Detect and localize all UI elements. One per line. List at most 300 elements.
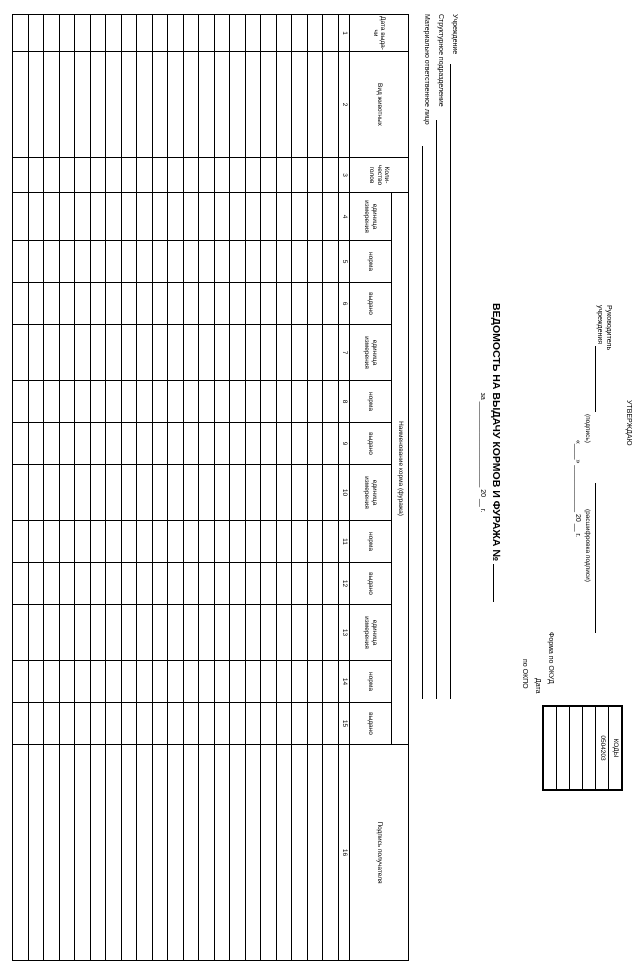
table-cell[interactable] (261, 381, 277, 423)
table-cell[interactable] (261, 283, 277, 325)
table-cell[interactable] (75, 465, 91, 521)
table-cell[interactable] (261, 605, 277, 661)
table-cell[interactable] (184, 465, 200, 521)
table-cell[interactable] (106, 15, 122, 52)
responsible-field[interactable] (422, 146, 423, 699)
table-cell[interactable] (13, 15, 29, 52)
table-cell[interactable] (323, 703, 339, 745)
table-cell[interactable] (29, 521, 45, 563)
table-cell[interactable] (122, 661, 138, 703)
table-cell[interactable] (122, 563, 138, 605)
table-cell[interactable] (29, 241, 45, 283)
table-cell[interactable] (153, 15, 169, 52)
table-cell[interactable] (246, 745, 262, 961)
table-cell[interactable] (137, 605, 153, 661)
table-cell[interactable] (261, 521, 277, 563)
table-cell[interactable] (184, 241, 200, 283)
table-cell[interactable] (215, 661, 231, 703)
table-cell[interactable] (230, 423, 246, 465)
table-cell[interactable] (199, 563, 215, 605)
table-cell[interactable] (215, 521, 231, 563)
table-cell[interactable] (308, 605, 324, 661)
table-cell[interactable] (44, 158, 60, 193)
table-cell[interactable] (122, 521, 138, 563)
table-cell[interactable] (29, 703, 45, 745)
table-cell[interactable] (153, 465, 169, 521)
table-cell[interactable] (137, 563, 153, 605)
table-cell[interactable] (230, 605, 246, 661)
table-cell[interactable] (215, 703, 231, 745)
table-cell[interactable] (277, 605, 293, 661)
table-cell[interactable] (60, 325, 76, 381)
table-cell[interactable] (91, 158, 107, 193)
table-cell[interactable] (122, 325, 138, 381)
table-cell[interactable] (184, 325, 200, 381)
table-cell[interactable] (137, 521, 153, 563)
table-cell[interactable] (106, 193, 122, 241)
table-cell[interactable] (215, 158, 231, 193)
table-cell[interactable] (106, 703, 122, 745)
table-cell[interactable] (230, 325, 246, 381)
table-cell[interactable] (153, 661, 169, 703)
table-cell[interactable] (29, 52, 45, 158)
table-cell[interactable] (29, 661, 45, 703)
table-cell[interactable] (323, 283, 339, 325)
table-cell[interactable] (277, 661, 293, 703)
table-cell[interactable] (277, 241, 293, 283)
table-cell[interactable] (29, 465, 45, 521)
table-cell[interactable] (292, 521, 308, 563)
table-cell[interactable] (277, 325, 293, 381)
table-cell[interactable] (122, 423, 138, 465)
table-cell[interactable] (153, 158, 169, 193)
division-field[interactable] (436, 120, 437, 699)
table-cell[interactable] (215, 52, 231, 158)
table-cell[interactable] (184, 193, 200, 241)
table-cell[interactable] (308, 745, 324, 961)
table-cell[interactable] (246, 465, 262, 521)
table-cell[interactable] (29, 158, 45, 193)
table-cell[interactable] (168, 465, 184, 521)
okpo-code-cell[interactable] (569, 707, 582, 789)
table-cell[interactable] (44, 241, 60, 283)
table-cell[interactable] (168, 381, 184, 423)
table-cell[interactable] (13, 283, 29, 325)
table-cell[interactable] (323, 521, 339, 563)
table-cell[interactable] (323, 423, 339, 465)
table-cell[interactable] (13, 325, 29, 381)
table-cell[interactable] (246, 563, 262, 605)
table-cell[interactable] (261, 745, 277, 961)
table-cell[interactable] (122, 193, 138, 241)
table-cell[interactable] (91, 661, 107, 703)
table-cell[interactable] (292, 15, 308, 52)
table-cell[interactable] (215, 605, 231, 661)
table-cell[interactable] (308, 283, 324, 325)
table-cell[interactable] (292, 745, 308, 961)
table-cell[interactable] (137, 52, 153, 158)
table-cell[interactable] (91, 283, 107, 325)
table-cell[interactable] (168, 661, 184, 703)
table-cell[interactable] (308, 465, 324, 521)
table-cell[interactable] (60, 661, 76, 703)
table-cell[interactable] (29, 283, 45, 325)
table-cell[interactable] (60, 745, 76, 961)
table-cell[interactable] (75, 703, 91, 745)
table-cell[interactable] (292, 52, 308, 158)
table-cell[interactable] (60, 521, 76, 563)
table-cell[interactable] (106, 241, 122, 283)
table-cell[interactable] (44, 325, 60, 381)
table-cell[interactable] (184, 745, 200, 961)
table-cell[interactable] (230, 15, 246, 52)
table-cell[interactable] (246, 158, 262, 193)
table-cell[interactable] (106, 465, 122, 521)
table-cell[interactable] (91, 563, 107, 605)
table-cell[interactable] (261, 423, 277, 465)
table-cell[interactable] (230, 381, 246, 423)
table-cell[interactable] (13, 745, 29, 961)
table-cell[interactable] (137, 745, 153, 961)
table-cell[interactable] (230, 158, 246, 193)
table-cell[interactable] (323, 563, 339, 605)
table-cell[interactable] (122, 52, 138, 158)
table-cell[interactable] (153, 325, 169, 381)
table-cell[interactable] (137, 283, 153, 325)
table-cell[interactable] (91, 745, 107, 961)
table-cell[interactable] (292, 381, 308, 423)
table-cell[interactable] (44, 605, 60, 661)
table-cell[interactable] (323, 745, 339, 961)
table-cell[interactable] (277, 193, 293, 241)
table-cell[interactable] (261, 15, 277, 52)
table-cell[interactable] (277, 745, 293, 961)
table-cell[interactable] (60, 15, 76, 52)
table-cell[interactable] (122, 703, 138, 745)
table-cell[interactable] (91, 193, 107, 241)
table-cell[interactable] (292, 661, 308, 703)
empty-code-cell-2[interactable] (543, 707, 556, 789)
table-cell[interactable] (106, 605, 122, 661)
table-cell[interactable] (75, 52, 91, 158)
table-cell[interactable] (13, 193, 29, 241)
table-cell[interactable] (168, 193, 184, 241)
table-cell[interactable] (199, 521, 215, 563)
table-cell[interactable] (106, 158, 122, 193)
table-cell[interactable] (323, 158, 339, 193)
table-cell[interactable] (106, 661, 122, 703)
table-cell[interactable] (75, 423, 91, 465)
table-cell[interactable] (230, 661, 246, 703)
table-cell[interactable] (246, 325, 262, 381)
table-cell[interactable] (184, 423, 200, 465)
table-cell[interactable] (230, 745, 246, 961)
table-cell[interactable] (184, 381, 200, 423)
table-cell[interactable] (122, 158, 138, 193)
table-cell[interactable] (153, 605, 169, 661)
table-cell[interactable] (184, 52, 200, 158)
table-cell[interactable] (44, 521, 60, 563)
document-period[interactable]: за ______________________ 20 __ г. (479, 392, 486, 513)
table-cell[interactable] (153, 283, 169, 325)
table-cell[interactable] (137, 325, 153, 381)
table-cell[interactable] (91, 381, 107, 423)
table-cell[interactable] (75, 158, 91, 193)
table-cell[interactable] (153, 563, 169, 605)
table-cell[interactable] (230, 52, 246, 158)
table-cell[interactable] (277, 423, 293, 465)
table-cell[interactable] (246, 605, 262, 661)
table-cell[interactable] (308, 381, 324, 423)
table-cell[interactable] (292, 158, 308, 193)
table-cell[interactable] (308, 158, 324, 193)
table-cell[interactable] (13, 381, 29, 423)
table-cell[interactable] (75, 563, 91, 605)
table-cell[interactable] (122, 241, 138, 283)
table-cell[interactable] (323, 52, 339, 158)
table-cell[interactable] (60, 193, 76, 241)
table-cell[interactable] (261, 661, 277, 703)
table-cell[interactable] (44, 703, 60, 745)
table-cell[interactable] (153, 745, 169, 961)
table-cell[interactable] (75, 661, 91, 703)
table-cell[interactable] (137, 661, 153, 703)
table-cell[interactable] (261, 158, 277, 193)
table-cell[interactable] (308, 15, 324, 52)
table-cell[interactable] (91, 703, 107, 745)
table-cell[interactable] (75, 745, 91, 961)
head-decoding-line[interactable] (595, 483, 596, 633)
table-cell[interactable] (215, 745, 231, 961)
table-cell[interactable] (246, 15, 262, 52)
table-cell[interactable] (199, 465, 215, 521)
table-cell[interactable] (261, 465, 277, 521)
document-number-field[interactable] (493, 564, 502, 602)
table-cell[interactable] (308, 563, 324, 605)
table-cell[interactable] (91, 423, 107, 465)
table-cell[interactable] (122, 15, 138, 52)
table-cell[interactable] (230, 241, 246, 283)
table-cell[interactable] (137, 465, 153, 521)
table-cell[interactable] (91, 521, 107, 563)
table-cell[interactable] (29, 381, 45, 423)
empty-code-cell-1[interactable] (556, 707, 569, 789)
table-cell[interactable] (29, 325, 45, 381)
table-cell[interactable] (60, 563, 76, 605)
table-cell[interactable] (199, 158, 215, 193)
table-cell[interactable] (230, 703, 246, 745)
table-cell[interactable] (292, 283, 308, 325)
table-cell[interactable] (199, 283, 215, 325)
table-cell[interactable] (308, 661, 324, 703)
table-cell[interactable] (13, 563, 29, 605)
table-cell[interactable] (29, 423, 45, 465)
table-cell[interactable] (323, 241, 339, 283)
table-cell[interactable] (153, 381, 169, 423)
table-cell[interactable] (215, 283, 231, 325)
table-cell[interactable] (13, 661, 29, 703)
table-cell[interactable] (44, 15, 60, 52)
table-cell[interactable] (137, 193, 153, 241)
table-cell[interactable] (277, 563, 293, 605)
table-cell[interactable] (60, 241, 76, 283)
table-cell[interactable] (91, 241, 107, 283)
table-cell[interactable] (153, 703, 169, 745)
table-cell[interactable] (44, 745, 60, 961)
table-cell[interactable] (184, 563, 200, 605)
table-cell[interactable] (246, 193, 262, 241)
table-cell[interactable] (44, 193, 60, 241)
table-cell[interactable] (122, 283, 138, 325)
table-cell[interactable] (199, 423, 215, 465)
table-cell[interactable] (308, 193, 324, 241)
table-cell[interactable] (168, 605, 184, 661)
table-cell[interactable] (184, 521, 200, 563)
table-cell[interactable] (44, 52, 60, 158)
table-cell[interactable] (215, 423, 231, 465)
table-cell[interactable] (106, 521, 122, 563)
table-cell[interactable] (246, 52, 262, 158)
table-cell[interactable] (246, 703, 262, 745)
table-cell[interactable] (308, 703, 324, 745)
table-cell[interactable] (106, 283, 122, 325)
table-cell[interactable] (168, 52, 184, 158)
table-cell[interactable] (13, 465, 29, 521)
table-cell[interactable] (246, 423, 262, 465)
table-cell[interactable] (292, 703, 308, 745)
table-cell[interactable] (184, 605, 200, 661)
table-cell[interactable] (246, 661, 262, 703)
table-cell[interactable] (153, 193, 169, 241)
table-cell[interactable] (308, 325, 324, 381)
table-cell[interactable] (246, 241, 262, 283)
table-cell[interactable] (230, 193, 246, 241)
table-cell[interactable] (246, 283, 262, 325)
table-cell[interactable] (184, 158, 200, 193)
table-cell[interactable] (91, 325, 107, 381)
date-code-cell[interactable] (582, 707, 595, 789)
table-cell[interactable] (60, 465, 76, 521)
table-cell[interactable] (199, 703, 215, 745)
table-cell[interactable] (277, 283, 293, 325)
table-cell[interactable] (292, 605, 308, 661)
table-cell[interactable] (137, 15, 153, 52)
head-signature-line[interactable] (595, 346, 596, 412)
table-cell[interactable] (91, 605, 107, 661)
table-cell[interactable] (168, 283, 184, 325)
table-cell[interactable] (137, 703, 153, 745)
table-cell[interactable] (75, 283, 91, 325)
table-cell[interactable] (106, 52, 122, 158)
table-cell[interactable] (91, 465, 107, 521)
table-cell[interactable] (168, 158, 184, 193)
table-cell[interactable] (60, 703, 76, 745)
table-cell[interactable] (60, 605, 76, 661)
table-cell[interactable] (75, 605, 91, 661)
table-cell[interactable] (75, 193, 91, 241)
table-cell[interactable] (230, 283, 246, 325)
table-cell[interactable] (215, 563, 231, 605)
table-cell[interactable] (308, 241, 324, 283)
table-cell[interactable] (323, 605, 339, 661)
table-cell[interactable] (29, 563, 45, 605)
table-cell[interactable] (44, 661, 60, 703)
table-cell[interactable] (122, 745, 138, 961)
table-cell[interactable] (184, 15, 200, 52)
table-cell[interactable] (308, 423, 324, 465)
table-cell[interactable] (261, 325, 277, 381)
table-cell[interactable] (106, 325, 122, 381)
institution-field[interactable] (450, 64, 451, 699)
table-cell[interactable] (215, 15, 231, 52)
table-cell[interactable] (292, 241, 308, 283)
table-cell[interactable] (13, 241, 29, 283)
table-cell[interactable] (323, 661, 339, 703)
table-cell[interactable] (137, 381, 153, 423)
table-cell[interactable] (44, 381, 60, 423)
table-cell[interactable] (308, 52, 324, 158)
table-cell[interactable] (13, 605, 29, 661)
table-cell[interactable] (75, 521, 91, 563)
table-cell[interactable] (168, 703, 184, 745)
table-cell[interactable] (13, 703, 29, 745)
table-cell[interactable] (277, 521, 293, 563)
table-cell[interactable] (44, 465, 60, 521)
table-cell[interactable] (29, 193, 45, 241)
table-cell[interactable] (60, 423, 76, 465)
table-cell[interactable] (215, 381, 231, 423)
table-cell[interactable] (199, 381, 215, 423)
table-cell[interactable] (75, 381, 91, 423)
table-cell[interactable] (199, 605, 215, 661)
table-cell[interactable] (199, 745, 215, 961)
table-cell[interactable] (13, 52, 29, 158)
table-cell[interactable] (168, 325, 184, 381)
table-cell[interactable] (168, 15, 184, 52)
table-cell[interactable] (60, 283, 76, 325)
table-cell[interactable] (261, 241, 277, 283)
table-cell[interactable] (75, 325, 91, 381)
table-cell[interactable] (199, 241, 215, 283)
table-cell[interactable] (153, 241, 169, 283)
table-cell[interactable] (230, 521, 246, 563)
table-cell[interactable] (323, 193, 339, 241)
table-cell[interactable] (277, 158, 293, 193)
table-cell[interactable] (137, 158, 153, 193)
table-cell[interactable] (106, 563, 122, 605)
table-cell[interactable] (215, 241, 231, 283)
table-cell[interactable] (29, 15, 45, 52)
table-cell[interactable] (184, 661, 200, 703)
table-cell[interactable] (60, 158, 76, 193)
table-cell[interactable] (199, 15, 215, 52)
table-cell[interactable] (323, 465, 339, 521)
table-cell[interactable] (277, 15, 293, 52)
table-cell[interactable] (13, 423, 29, 465)
table-cell[interactable] (184, 703, 200, 745)
table-cell[interactable] (106, 381, 122, 423)
table-cell[interactable] (323, 381, 339, 423)
table-cell[interactable] (106, 423, 122, 465)
table-cell[interactable] (215, 325, 231, 381)
table-cell[interactable] (122, 381, 138, 423)
table-cell[interactable] (277, 52, 293, 158)
table-cell[interactable] (199, 52, 215, 158)
table-cell[interactable] (323, 325, 339, 381)
table-cell[interactable] (91, 52, 107, 158)
table-cell[interactable] (153, 521, 169, 563)
table-cell[interactable] (246, 381, 262, 423)
